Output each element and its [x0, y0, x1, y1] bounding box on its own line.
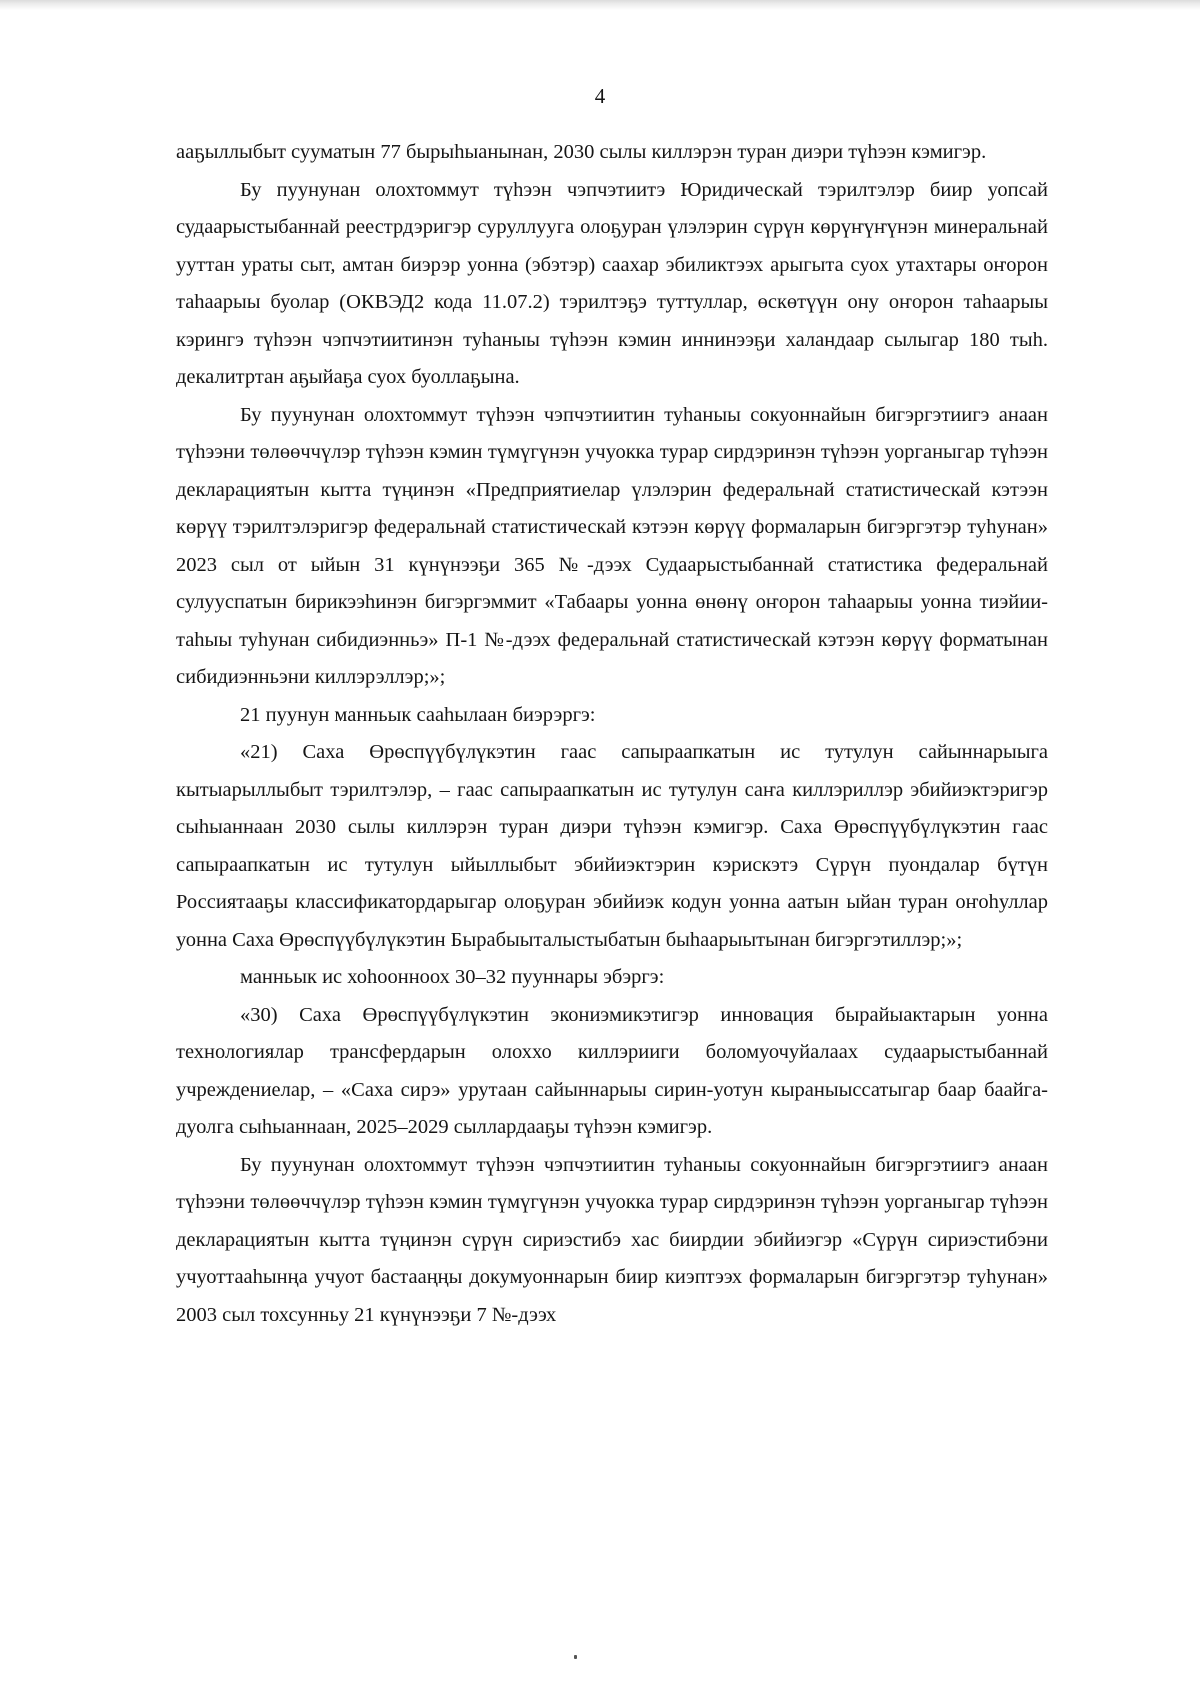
paragraph-4: 21 пуунун манньык сааһылаан биэрэргэ:: [240, 703, 596, 726]
paragraph-8: Бу пуунунан олохтоммут түһээн чэпчэтиитин туһаныы сокуоннайын бигэргэтиигэ анаан түһээни төлөөччүлэр түһээн кэмин түмүгүнэн учуокка турар сирдэринэн түһээн уорганыгар түһээн декларациятын кытта түңинэн сүрүн сириэстибэ хас биирдии эбийиэгэр «Сүрүн сириэстибэни учуоттааһынңа учуот бастааңңы докумуоннарын биир киэптээх формаларын бигэргэтэр туһунан» 2003 сыл тохсунньу 21 күнүнээҕи 7 №-дээх: [176, 1153, 1048, 1326]
paragraph-2: Бу пуунунан олохтоммут түһээн чэпчэтиитэ Юридическай тэрилтэлэр биир уопсай судаарыстыбаннай реестрдэригэр суруллууга олоҕуран үлэлэрин сүрүн көрүҥүҥүнэн минеральнай ууттан ураты сыт, амтан биэрэр уонна (эбэтэр) саахар эбиликтээх арыгыта суох утахтары оҥорон таһаарыы буолар (ОКВЭД2 кода 11.07.2) тэрилтэҕэ туттуллар, өскөтүүн ону оҥорон таһаарыы кэрингэ түһээн чэпчэтиитинэн туһаныы түһээн кэмин иннинээҕи халандаар сылыгар 180 тыһ. декалитртан аҕыйаҕа суох буоллаҕына.: [176, 178, 1048, 388]
page-number: 4: [594, 84, 606, 108]
document-body: [176, 134, 1048, 1334]
scan-speck: [574, 1655, 577, 1659]
paragraph-1: ааҕыллыбыт сууматын 77 бырыһыанынан, 2030 сылы киллэрэн туран диэри түһээн кэмигэр.: [176, 141, 987, 163]
paragraph-3: Бу пуунунан олохтоммут түһээн чэпчэтиитин туһаныы сокуоннайын бигэргэтиигэ анаан түһээни төлөөччүлэр түһээн кэмин түмүгүнэн учуокка турар сирдэринэн түһээн уорганыгар түһээн декларациятын кытта түңинэн «Предприятиелар үлэлэрин федеральнай статистическай кэтээн көрүү тэрилтэлэригэр федеральнай статистическай кэтээн көрүү формаларын бигэргэтэр туһунан» 2023 сыл от ыйын 31 күнүнээҕи 365 №-дээх Судаарыстыбаннай статистика федеральнай сулууспатын бирикээһинэн бигэргэммит «Табаары уонна өнөнү оҥорон таһаарыы уонна тиэйии-таһыы туһунан сибидиэнньэ» П-1 №-дээх федеральнай статистическай кэтээн көрүү форматынан сибидиэнньэни киллэрэллэр;»;: [176, 403, 1048, 688]
paragraph-6: манньык ис хоһоонноох 30–32 пууннары эбэргэ:: [240, 966, 665, 988]
paragraph-7: «30) Саха Өрөспүүбүлүкэтин экониэмикэтигэр инновация бырайыактарын уонна технологиялар трансфердарын олоххо киллэрииги боломуочуйалаах судаарыстыбаннай учреждениелар, – «Саха сирэ» урутаан сайыннарыы сирин-уотун кыраныыссатыгар баар баайга-дуолга сыһыаннаан, 2025–2029 сыллардааҕы түһээн кэмигэр.: [176, 1003, 1048, 1138]
paragraph-5: «21) Саха Өрөспүүбүлүкэтин гаас сапыраапкатын ис тутулун сайыннарыыга кытыарыллыбыт тэрилтэлэр, – гаас сапыраапкатын ис тутулун саҥа киллэриллэр эбийиэктэригэр сыһыаннаан 2030 сылы киллэрэн туран диэри түһээн кэмигэр. Саха Өрөспүүбүлүкэтин гаас сапыраапкатын ис тутулун ыйыллыбыт эбийиэктэрин кэрискэтэ Сүрүн пуондалар бүтүн Россиятааҕы классификатордарыгар олоҕуран эбийиэк кодун уонна аатын ыйан туран оҥоһуллар уонна Саха Өрөспүүбүлүкэтин Бырабыыталыстыбатын быһаарыытынан бигэргэтиллэр;»;: [176, 741, 1048, 951]
scan-edge: [0, 0, 1200, 10]
